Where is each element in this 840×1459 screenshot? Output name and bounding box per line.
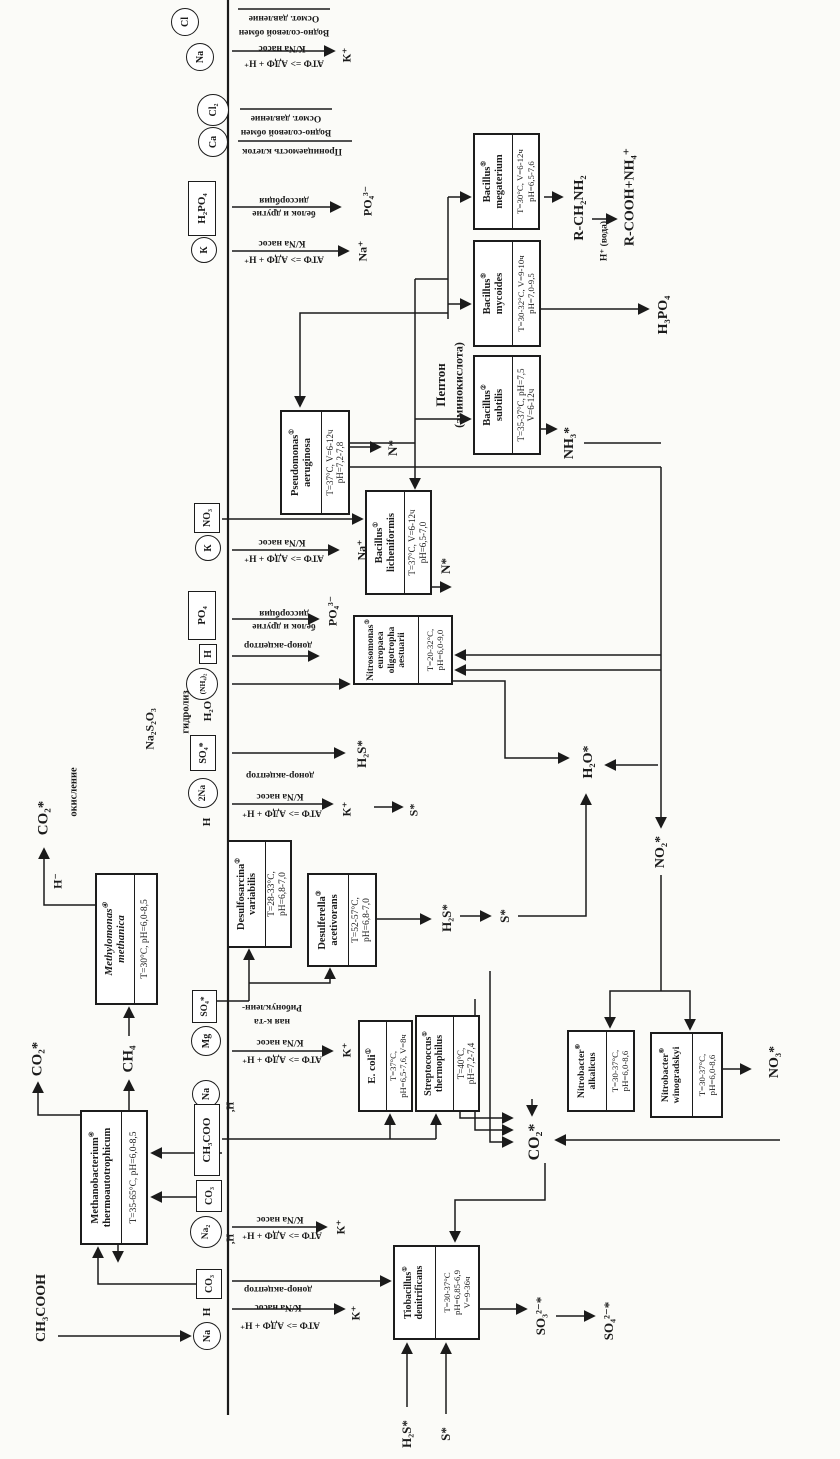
membrane-label-18: АТФ => АДФ + Н⁺ xyxy=(242,807,322,818)
label-k1: К⁺ xyxy=(339,47,354,63)
membrane-label-8: белок и другие xyxy=(252,208,316,218)
membrane-label-26: К/Na насос xyxy=(254,1302,302,1312)
connector-line-61 xyxy=(475,999,512,1130)
label-n-licheniformis: N* xyxy=(438,558,453,574)
label-h2o: H₂O* xyxy=(581,745,596,779)
box-subtilis-conditions: T=35-37°C, pH=7,5 V=6-12ч xyxy=(515,368,536,442)
salt-к: К xyxy=(195,535,221,561)
membrane-label-14: белок и другие xyxy=(252,621,316,631)
label-k3: К⁺ xyxy=(339,1042,354,1058)
salt-cl₂: Cl₂ xyxy=(197,94,229,126)
salt-so₄: SO₄* xyxy=(190,735,216,771)
box-methylomonas-name: Methylomonas④ methanica xyxy=(97,875,135,1003)
label-ch3cooh: CH₃COOH xyxy=(34,1274,49,1342)
label-no3: NO₃* xyxy=(767,1045,782,1079)
box-streptococcus-conditions: T=40°C, pH=7,2-7,4 xyxy=(455,1042,476,1085)
membrane-label-9: К/Na насос xyxy=(258,238,306,248)
connector-line-54 xyxy=(610,991,661,1027)
box-licheniformis xyxy=(365,490,432,595)
label-co2-central: CO₂* xyxy=(526,1123,543,1161)
box-desulfosarcina xyxy=(227,840,292,948)
label-h2s-in: H₂S* xyxy=(399,1420,414,1448)
membrane-label-24: АТФ => АДФ + Н⁺ xyxy=(242,1229,322,1240)
label-h-2na: Н xyxy=(201,817,213,827)
box-tiobacillus xyxy=(393,1245,480,1340)
box-megaterium xyxy=(473,133,540,230)
salt-na₂: Na₂ xyxy=(190,1216,222,1248)
box-ecoli-name: E. coli① xyxy=(360,1022,387,1110)
box-megaterium-conditions: T=30°C, V=6-12ч pH=6,5-7,6 xyxy=(515,149,536,214)
box-nitrobacter-alkalicus-conditions: T=30-37°C, pH=6,0-8,6 xyxy=(609,1049,630,1093)
membrane-label-0: Осмот. давление xyxy=(248,13,320,23)
box-pseudomonas-name: Pseudomonas① aeruginosa xyxy=(282,412,322,513)
connector-line-29 xyxy=(249,969,330,983)
membrane-label-23: К/Na насос xyxy=(256,1214,304,1224)
membrane-label-11: К/Na насос xyxy=(258,537,306,547)
salt-na: Na xyxy=(186,43,214,71)
label-h3po4: H₃PO₄ xyxy=(656,295,671,335)
label-no2: NO₂* xyxy=(653,835,668,869)
box-desulfosarcina-conditions: T=28-33°C, pH=6,8-7,0 xyxy=(267,871,288,917)
label-na-2: Na⁺ xyxy=(354,539,369,561)
label-nh3: NH₃* xyxy=(562,426,577,460)
connector-line-64 xyxy=(455,1163,545,1241)
box-tiobacillus-conditions: T=30-37°C pH=6,85-6,9 V=9-36ч xyxy=(441,1269,473,1316)
salt-2na: 2Na xyxy=(188,778,218,808)
label-na2s2o3: Na₂S₂O₃ xyxy=(142,708,157,750)
box-desulfosarcina-name: Desulfosarcina② variabilis xyxy=(229,842,266,946)
salt-no₃: NO₃ xyxy=(194,503,220,533)
label-h2s-mid: H₂S* xyxy=(439,904,454,932)
label-k2: К⁺ xyxy=(339,801,354,817)
box-nitrosomonas-name: Nitrosomonas③ europaea oligotropha aestuarii xyxy=(355,617,419,683)
box-desulferella xyxy=(307,873,377,967)
salt-po₄: PO₄ xyxy=(188,591,216,640)
box-nitrosomonas xyxy=(353,615,453,685)
connector-line-19 xyxy=(38,1083,80,1115)
membrane-label-27: АТФ => АДФ + Н⁺ xyxy=(240,1319,320,1330)
box-licheniformis-conditions: T=37°C, V=6-12ч pH=6,5-7,0 xyxy=(407,509,428,576)
label-h-minus: Н⁻ xyxy=(50,873,65,889)
salt-ca: Ca xyxy=(198,127,228,157)
membrane-label-1: Водно-солевой обмен xyxy=(238,27,330,37)
salt-co₃: CO₃ xyxy=(196,1180,222,1212)
box-megaterium-name: Bacillus⑤ megaterium xyxy=(475,135,513,228)
label-h-nahco3: Н xyxy=(201,1307,213,1317)
salt-н: Н xyxy=(199,644,217,664)
label-hydrolysis: гидролиз xyxy=(180,690,192,734)
label-s-in: S* xyxy=(438,1427,453,1441)
label-so4-out: SO₄²⁻* xyxy=(601,1301,616,1341)
box-nitrobacter-winogradskyi-conditions: T=30-37°C, pH=6,0-8,6 xyxy=(696,1053,717,1097)
box-ecoli-conditions: T=37°C, pH=6,5-7,6, V=8ч xyxy=(388,1034,408,1098)
membrane-label-4: Осмот. давление xyxy=(250,113,322,123)
box-pseudomonas xyxy=(280,410,350,515)
membrane-label-2: К/Na насос xyxy=(258,43,306,53)
box-methylomonas-conditions: T=30°C, pH=6,0-8,5 xyxy=(140,899,151,979)
label-k5: К⁺ xyxy=(348,1305,363,1321)
label-h-voda: Н⁺ (вода) xyxy=(599,220,610,262)
salt-mg: Mg xyxy=(191,1026,221,1056)
box-subtilis xyxy=(473,355,541,455)
salt-nh₄₂: (NH₄)₂ xyxy=(186,668,218,700)
membrane-label-6: Проницаемость клеток xyxy=(242,146,342,156)
box-desulferella-name: Desulferella③ acetivorans xyxy=(309,875,349,965)
membrane-label-22: АТФ => АДФ + Н⁺ xyxy=(242,1053,322,1064)
label-r-ch2nh2: R-CH₂NH₂ xyxy=(572,175,587,241)
salt-cl: Cl xyxy=(171,8,199,36)
salt-h₂po₄: H₂PO₄ xyxy=(188,181,216,236)
box-methanobacterium-name: Methanobacterium④ thermoautotrophicum xyxy=(82,1112,122,1243)
box-nitrobacter-winogradskyi-name: Nitrobacter⑥ winogradskyi xyxy=(652,1034,693,1116)
label-po4-1: PO₄³⁻ xyxy=(360,185,375,217)
membrane-label-25: донор-акцептор xyxy=(243,1284,313,1294)
salt-к: К xyxy=(191,237,217,263)
box-nitrobacter-winogradskyi xyxy=(650,1032,723,1118)
connector-line-33 xyxy=(518,795,586,916)
membrane-label-21: К/Na насос xyxy=(256,1037,304,1047)
label-peptone-2: (аминокислота) xyxy=(451,342,466,428)
box-methanobacterium xyxy=(80,1110,148,1245)
salt-ch₃coo: CH₃COO xyxy=(194,1104,220,1176)
salt-so₄: SO₄* xyxy=(192,990,217,1023)
membrane-label-10: АТФ => АДФ + Н⁺ xyxy=(244,253,324,264)
label-po4-2: PO₄³⁻ xyxy=(325,595,340,627)
label-s-extra: S* xyxy=(406,803,421,817)
label-n-pseudomonas: N* xyxy=(385,440,400,456)
membrane-label-7: диссорбция xyxy=(259,195,309,205)
connector-line-55 xyxy=(661,991,690,1029)
label-na-1: Na⁺ xyxy=(355,240,370,262)
box-mycoides-conditions: T=30-32°C, V=9-10ч pH=7,0-9,5 xyxy=(515,255,536,332)
box-nitrosomonas-conditions: T=20-32°C, pH=6,0-9,0 xyxy=(424,628,445,672)
box-desulferella-conditions: T=52-57°C, pH=6,8-7,0 xyxy=(351,897,372,943)
label-h2o-in: H₂O xyxy=(202,700,214,722)
box-tiobacillus-name: Tiobacillus① denitrificans xyxy=(395,1247,436,1338)
label-k4: К⁺ xyxy=(333,1219,348,1235)
label-h2s-sulfate: H₂S* xyxy=(354,740,369,768)
connector-line-58 xyxy=(453,681,568,758)
box-mycoides xyxy=(473,240,541,347)
box-streptococcus-name: Streptococcus① thermophilus xyxy=(417,1017,454,1110)
label-ch4: CH₄ xyxy=(120,1045,137,1073)
membrane-label-5: Водно-солевой обмен xyxy=(240,127,332,137)
box-ecoli xyxy=(358,1020,413,1112)
connector-line-25 xyxy=(98,1248,196,1284)
label-oxidation: окисление xyxy=(68,767,80,817)
salt-na: Na xyxy=(192,1080,220,1108)
membrane-label-13: диссорбция xyxy=(259,608,309,618)
label-peptone-1: Пептон xyxy=(433,363,448,407)
label-so3: SO₃²⁻* xyxy=(533,1296,548,1336)
label-co2-methano: CO₂* xyxy=(29,1041,46,1077)
label-h-acetate: ,Н xyxy=(225,1101,237,1113)
box-subtilis-name: Bacillus② subtilis xyxy=(475,357,513,453)
box-methylomonas xyxy=(95,873,158,1005)
membrane-label-12: АТФ => АДФ + Н⁺ xyxy=(244,552,324,563)
membrane-label-15: донор-акцептор xyxy=(243,640,313,650)
membrane-label-19: Рибонуклеин- xyxy=(241,1002,303,1012)
box-streptococcus xyxy=(415,1015,480,1112)
label-r-cooh: R-COOH+NH₄⁺ xyxy=(622,147,638,247)
box-nitrobacter-alkalicus-name: Nitrobacter⑥ alkalicus xyxy=(569,1032,607,1110)
membrane-label-17: К/Na насос xyxy=(256,791,304,801)
box-methanobacterium-conditions: T=35-65°C, pH=6,0-8,5 xyxy=(128,1131,139,1224)
salt-na: Na xyxy=(193,1322,221,1350)
membrane-label-3: АТФ => АДФ + Н⁺ xyxy=(244,57,324,68)
box-licheniformis-name: Bacillus① licheniformis xyxy=(367,492,405,593)
connector-line-62 xyxy=(490,971,512,1142)
membrane-label-16: донор-акцептор xyxy=(245,770,315,780)
membrane-label-20: ная к-та xyxy=(254,1016,290,1026)
connector-line-40 xyxy=(300,313,448,406)
label-co2-oxid: CO₂* xyxy=(35,800,52,836)
box-mycoides-name: Bacillus⑤ mycoides xyxy=(475,242,513,345)
label-s-mid: S* xyxy=(497,909,512,923)
label-h-carbonate: ,Н xyxy=(225,1233,237,1245)
box-nitrobacter-alkalicus xyxy=(567,1030,635,1112)
salt-co₃: CO₃ xyxy=(196,1269,222,1299)
box-pseudomonas-conditions: T=37°C, V=6-12ч pH=7,2-7,8 xyxy=(324,429,345,496)
